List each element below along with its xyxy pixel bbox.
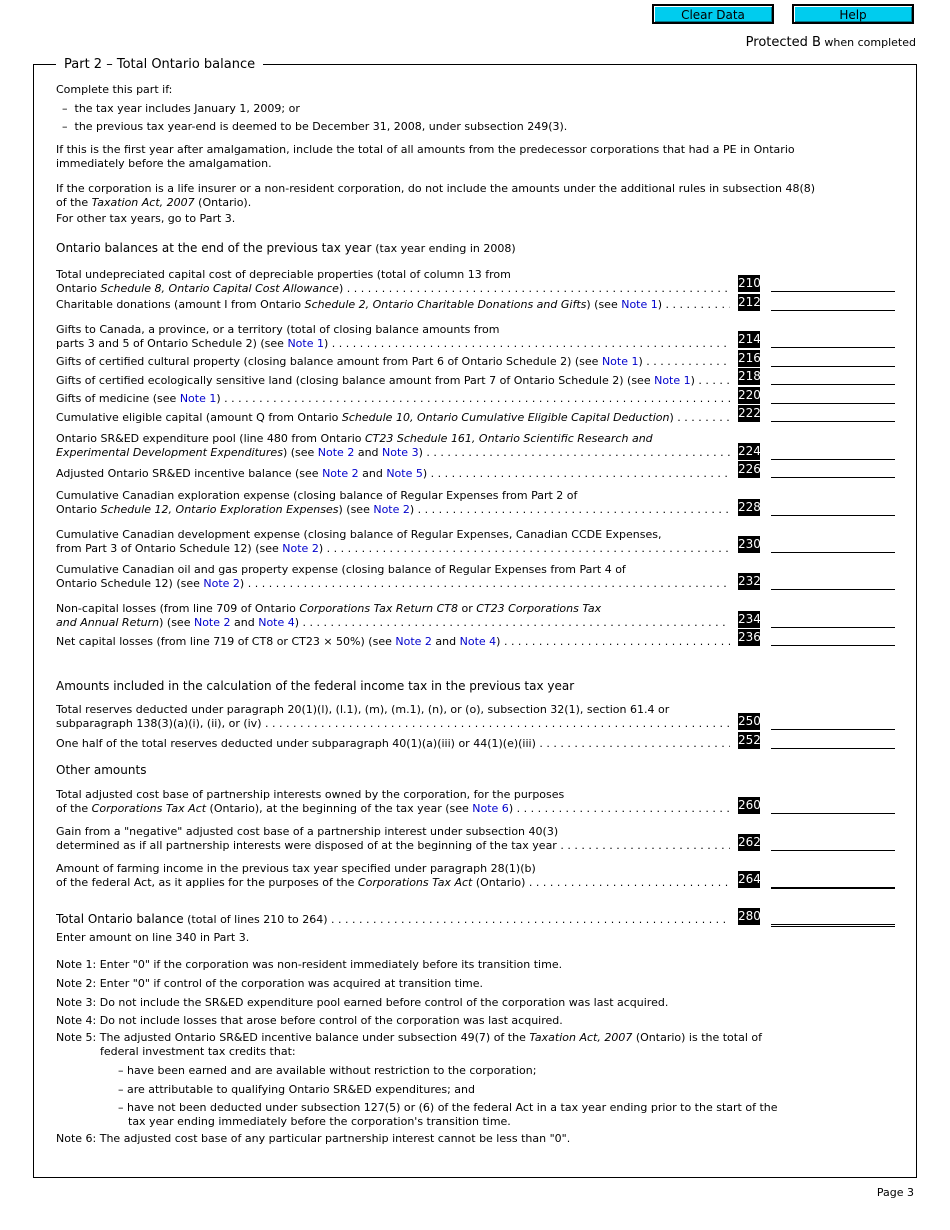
line-code-264: 264: [738, 872, 761, 886]
field-214[interactable]: [771, 331, 895, 348]
note-1-link[interactable]: Note 1: [179, 392, 217, 405]
line-264-label: Amount of farming income in the previous tax year specified under paragraph 28(1)(b) of the federal Act, as it applies for the purposes of the Corporations Tax Act (Ontario) . . .: [56, 862, 730, 890]
amalgamation-para-2: immediately before the amalgamation.: [56, 157, 272, 170]
field-224[interactable]: [771, 443, 895, 460]
field-212[interactable]: [771, 294, 895, 311]
intro-bullet-2-text: the previous tax year-end is deemed to be December 31, 2008, under subsection 249(3).: [74, 120, 568, 133]
field-210[interactable]: [771, 275, 895, 292]
line-code-226: 226: [738, 462, 761, 476]
field-260[interactable]: [771, 797, 895, 814]
line-214-label: Gifts to Canada, a province, or a territory (total of closing balance amounts from parts 3 and 5 of Ontario Schedule 2) (see Note 1) . . .: [56, 323, 730, 351]
line-228-label: Cumulative Canadian exploration expense (closing balance of Regular Expenses from Part 2 of Ontario Schedule 12, Ontario Exploration Expenses) (see Note 2) . . .: [56, 489, 730, 517]
line-code-234: 234: [738, 612, 761, 626]
note-5-bullet-3-cont: tax year ending immediately before the corporation's transition time.: [128, 1115, 511, 1128]
amalgamation-para-1: If this is the first year after amalgamation, include the total of all amounts from the predecessor corporations that had a PE in Ontario: [56, 143, 795, 156]
line-code-210: 210: [738, 276, 761, 290]
note-5-bullet-3: – have not been deducted under subsection 127(5) or (6) of the federal Act in a tax year ending prior to the start of the: [118, 1101, 778, 1114]
line-220-label: Gifts of medicine (see Note 1) . . .: [56, 392, 730, 406]
line-code-252: 252: [738, 733, 761, 747]
protected-label: [746, 35, 916, 50]
part-title: Part 2 – Total Ontario balance: [56, 57, 263, 72]
line-code-230: 230: [738, 537, 761, 551]
field-228[interactable]: [771, 499, 895, 516]
field-234[interactable]: [771, 611, 895, 628]
line-code-228: 228: [738, 500, 761, 514]
note-1-link[interactable]: Note 1: [287, 337, 324, 350]
line-224-label: Ontario SR&ED expenditure pool (line 480 from Ontario CT23 Schedule 161, Ontario Scientific Research and Experimental Development Expenditures) (see Note 2 and Note 3) . . .: [56, 432, 730, 460]
field-232[interactable]: [771, 573, 895, 590]
line-code-220: 220: [738, 388, 761, 402]
note-2-link[interactable]: Note 2: [395, 635, 432, 648]
field-252[interactable]: [771, 732, 895, 749]
line-code-216: 216: [738, 351, 761, 365]
field-218[interactable]: [771, 368, 895, 385]
field-222[interactable]: [771, 405, 895, 422]
note-3: Note 3: Do not include the SR&ED expenditure pool earned before control of the corporation was last acquired.: [56, 996, 669, 1009]
note-2: Note 2: Enter "0" if control of the corporation was acquired at transition time.: [56, 977, 484, 990]
line-280-instruction: Enter amount on line 340 in Part 3.: [56, 931, 250, 944]
intro-bullet-1-text: the tax year includes January 1, 2009; or: [74, 102, 300, 115]
line-code-262: 262: [738, 835, 761, 849]
protected-b-text: Protected B: [745, 35, 821, 50]
line-234-label: Non-capital losses (from line 709 of Ontario Corporations Tax Return CT8 or CT23 Corporations Tax and Annual Return) (see Note 2 and Note 4) . . .: [56, 602, 730, 630]
help-button[interactable]: Help: [792, 4, 914, 24]
line-280-label: Total Ontario balance (total of lines 210 to 264) . . .: [56, 912, 730, 927]
line-232-label: Cumulative Canadian oil and gas property expense (closing balance of Regular Expenses from Part 4 of Ontario Schedule 12) (see Note 2) . . .: [56, 563, 730, 591]
field-250[interactable]: [771, 713, 895, 730]
line-216-label: Gifts of certified cultural property (closing balance amount from Part 6 of Ontario Schedule 2) (see Note 1) . . .: [56, 355, 730, 369]
life-insurer-para-1: If the corporation is a life insurer or a non-resident corporation, do not include the amounts under the additional rules in subsection 48(8): [56, 182, 816, 195]
note-6-link[interactable]: Note 6: [472, 802, 509, 815]
note-5-cont: federal investment tax credits that:: [100, 1045, 296, 1058]
note-2-link[interactable]: Note 2: [373, 503, 410, 516]
note-2-link[interactable]: Note 2: [203, 577, 240, 590]
line-code-224: 224: [738, 444, 761, 458]
other-years-para: For other tax years, go to Part 3.: [56, 212, 236, 225]
clear-data-button[interactable]: Clear Data: [652, 4, 774, 24]
note-6: Note 6: The adjusted cost base of any particular partnership interest cannot be less than "0".: [56, 1132, 571, 1145]
page-number: Page 3: [876, 1186, 914, 1199]
field-230[interactable]: [771, 536, 895, 553]
line-252-label: One half of the total reserves deducted under subparagraph 40(1)(a)(iii) or 44(1)(e)(iii) . . .: [56, 737, 730, 751]
line-code-218: 218: [738, 369, 761, 383]
note-5: Note 5: The adjusted Ontario SR&ED incentive balance under subsection 49(7) of the Taxation Act, 2007 (Ontario) is the total of: [56, 1031, 762, 1044]
note-1-link[interactable]: Note 1: [621, 298, 658, 311]
line-code-280: 280: [738, 909, 761, 923]
line-code-232: 232: [738, 574, 761, 588]
line-code-260: 260: [738, 798, 761, 812]
line-code-236: 236: [738, 630, 761, 644]
complete-if: Complete this part if:: [56, 83, 173, 96]
when-completed-text: when completed: [824, 36, 916, 49]
field-262[interactable]: [771, 834, 895, 851]
field-226[interactable]: [771, 461, 895, 478]
line-code-250: 250: [738, 714, 761, 728]
note-4-link[interactable]: Note 4: [459, 635, 497, 648]
section-other-amounts: Other amounts: [56, 763, 147, 777]
section-federal-income-tax: Amounts included in the calculation of the federal income tax in the previous tax year: [56, 679, 575, 693]
note-2-link[interactable]: Note 2: [282, 542, 319, 555]
intro-bullet-1: – the tax year includes January 1, 2009; or: [62, 102, 300, 115]
section-ontario-balances: Ontario balances at the end of the previous tax year (tax year ending in 2008): [56, 241, 516, 255]
note-5-link[interactable]: Note 5: [386, 467, 423, 480]
line-218-label: Gifts of certified ecologically sensitive land (closing balance amount from Part 7 of Ontario Schedule 2) (see Note 1) . . .: [56, 374, 730, 388]
line-262-label: Gain from a "negative" adjusted cost base of a partnership interest under subsection 40(3) determined as if all partnership interests were disposed of at the beginning of the tax year . . .: [56, 825, 730, 853]
note-1-link[interactable]: Note 1: [601, 355, 639, 368]
line-210-label: Total undepreciated capital cost of depreciable properties (total of column 13 from Ontario Schedule 8, Ontario Capital Cost Allowance) . . .: [56, 268, 730, 296]
line-222-label: Cumulative eligible capital (amount Q from Ontario Schedule 10, Ontario Cumulative Eligible Capital Deduction) . . .: [56, 411, 730, 425]
note-2-link[interactable]: Note 2: [322, 467, 359, 480]
intro-bullet-2: – the previous tax year-end is deemed to be December 31, 2008, under subsection 249(3).: [62, 120, 568, 133]
note-5-bullet-2: – are attributable to qualifying Ontario SR&ED expenditures; and: [118, 1083, 475, 1096]
note-1-link[interactable]: Note 1: [654, 374, 691, 387]
line-212-label: Charitable donations (amount I from Ontario Schedule 2, Ontario Charitable Donations and Gifts) (see Note 1) . . .: [56, 298, 730, 312]
field-216[interactable]: [771, 350, 895, 367]
note-2-link[interactable]: Note 2: [193, 616, 231, 629]
note-3-link[interactable]: Note 3: [382, 446, 419, 459]
line-236-label: Net capital losses (from line 719 of CT8 or CT23 × 50%) (see Note 2 and Note 4) . . .: [56, 635, 730, 649]
field-236[interactable]: [771, 629, 895, 646]
line-code-222: 222: [738, 406, 761, 420]
life-insurer-para-2: of the Taxation Act, 2007 (Ontario).: [56, 196, 252, 209]
note-5-bullet-1: – have been earned and are available without restriction to the corporation;: [118, 1064, 537, 1077]
line-260-label: Total adjusted cost base of partnership interests owned by the corporation, for the purposes of the Corporations Tax Act (Ontario), at the beginning of the tax year (see Note 6) . . .: [56, 788, 730, 816]
note-2-link[interactable]: Note 2: [317, 446, 355, 459]
field-220[interactable]: [771, 387, 895, 404]
field-280[interactable]: [771, 908, 895, 927]
field-264[interactable]: [771, 871, 895, 889]
note-4: Note 4: Do not include losses that arose before control of the corporation was last acquired.: [56, 1014, 563, 1027]
line-226-label: Adjusted Ontario SR&ED incentive balance (see Note 2 and Note 5) . . .: [56, 467, 730, 481]
line-250-label: Total reserves deducted under paragraph 20(1)(l), (l.1), (m), (m.1), (n), or (o), subsection 32(1), section 61.4 or subparagraph 138(3)(a)(i), (ii), or (iv) . . .: [56, 703, 730, 731]
note-4-link[interactable]: Note 4: [258, 616, 295, 629]
note-1: Note 1: Enter "0" if the corporation was non-resident immediately before its transition time.: [56, 958, 563, 971]
line-230-label: Cumulative Canadian development expense (closing balance of Regular Expenses, Canadian CCDE Expenses, from Part 3 of Ontario Schedule 12) (see Note 2) . . .: [56, 528, 730, 556]
line-code-214: 214: [738, 332, 761, 346]
line-code-212: 212: [738, 295, 761, 309]
